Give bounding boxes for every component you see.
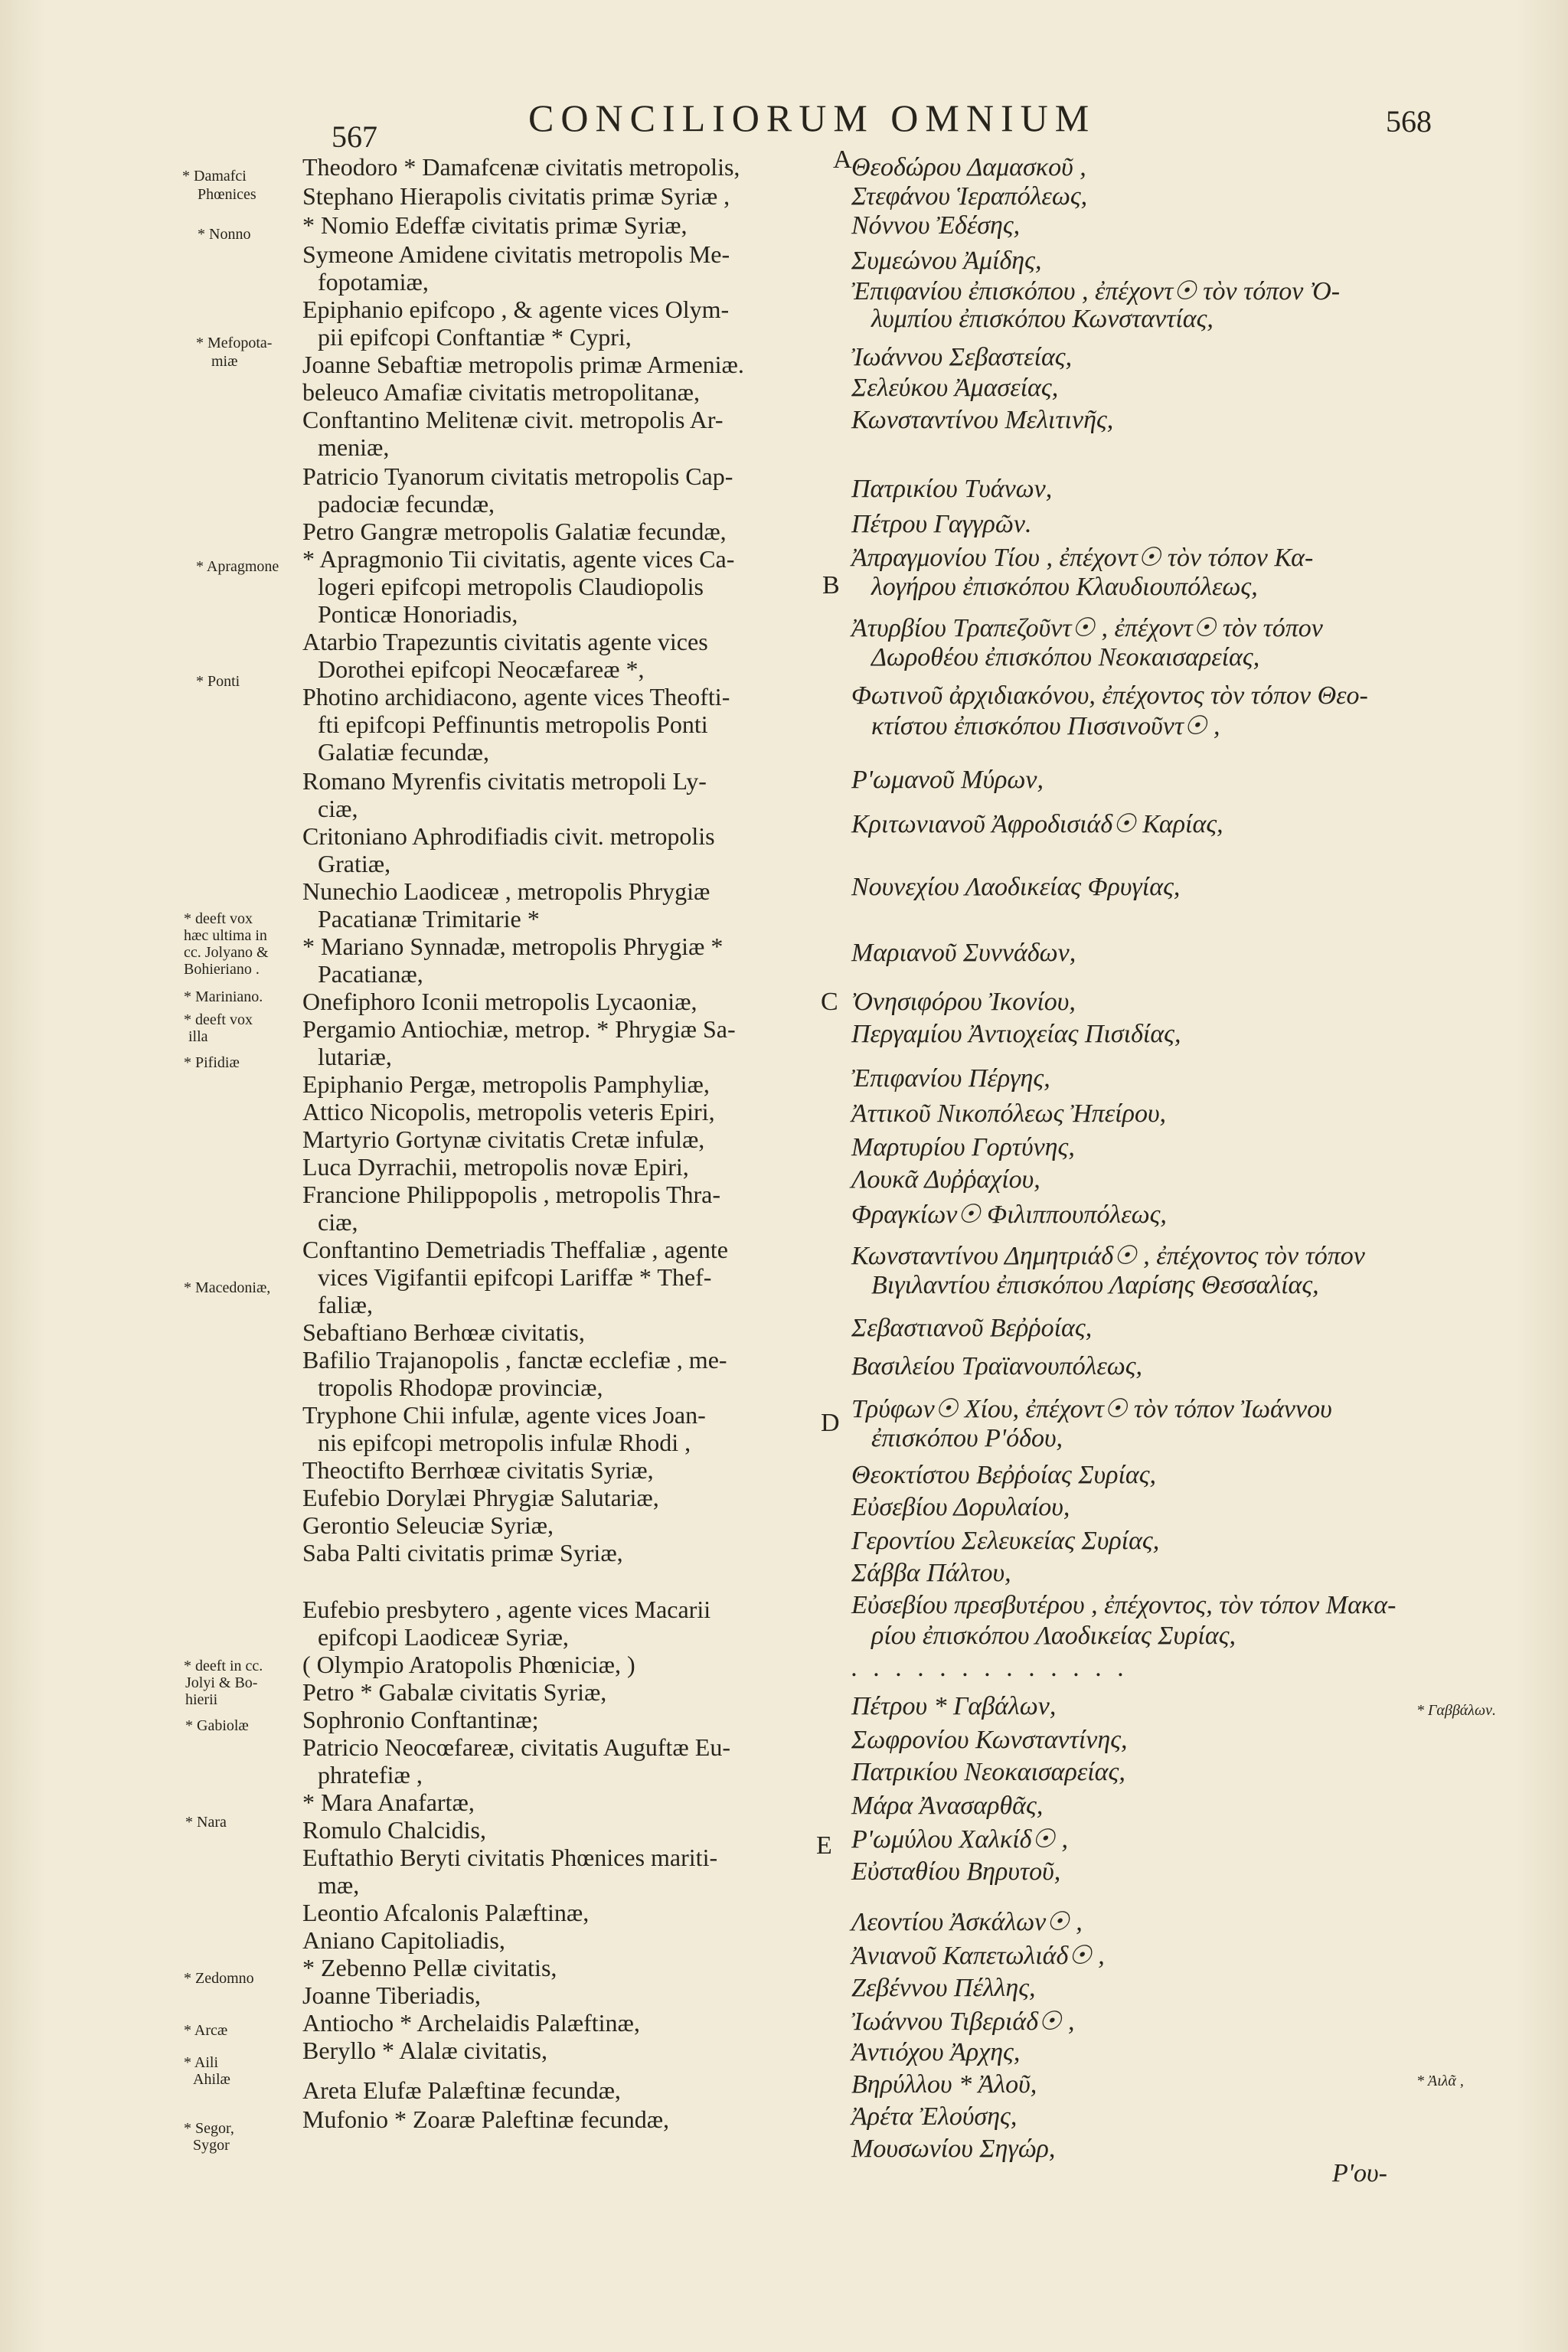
latin-line: faliæ, [318,1291,373,1318]
latin-line: Dorothei epifcopi Neocæfareæ *, [318,655,645,683]
margin-note: * Mefopota- [196,335,273,351]
margin-note: Bohieriano . [184,961,260,978]
latin-line: Attico Nicopolis, metropolis veteris Epiri, [302,1098,715,1125]
latin-line: Romulo Chalcidis, [302,1816,486,1844]
greek-line: ἐπισκόπου Ρ'όδου, [871,1424,1063,1452]
greek-line: Σάββα Πάλτου, [851,1559,1011,1587]
greek-line: Ἀντιόχου Ἀρχης, [851,2038,1021,2066]
right-page-number: 568 [1386,104,1432,139]
latin-line: Beryllo * Alalæ civitatis, [302,2037,547,2064]
latin-line: beleuco Amafiæ civitatis metropolitanæ, [302,378,700,406]
latin-line: Martyrio Gortynæ civitatis Cretæ infulæ, [302,1125,705,1153]
section-letter-d: D [821,1409,840,1437]
latin-line: Saba Palti civitatis primæ Syriæ, [302,1539,623,1566]
latin-line: Photino archidiacono, agente vices Theofti- [302,683,730,710]
greek-line: Εὐσταθίου Βηρυτοῦ, [851,1857,1061,1886]
margin-note: illa [188,1028,208,1045]
latin-line: Sophronio Conftantinæ; [302,1706,539,1733]
greek-line: Μουσωνίου Σηγώρ, [851,2135,1056,2163]
latin-line: Patricio Tyanorum civitatis metropolis Cap- [302,462,733,490]
latin-line: Gerontio Seleuciæ Syriæ, [302,1511,554,1539]
latin-line: pii epifcopi Conftantiæ * Cypri, [318,323,632,351]
latin-line: Joanne Sebaftiæ metropolis primæ Armeniæ. [302,351,744,378]
latin-line: * Zebenno Pellæ civitatis, [302,1954,557,1981]
running-title: CONCILIORUM OMNIUM [528,96,1096,139]
greek-line: Ζεβέννου Πέλλης, [851,1974,1036,2002]
greek-line: λογήρου ἐπισκόπου Κλαυδιουπόλεως, [871,573,1258,601]
greek-line: Εὐσεβίου πρεσβυτέρου , ἐπέχοντος, τὸν τόπον Μακα- [851,1591,1396,1619]
margin-note: * Zedomno [184,1970,254,1987]
latin-line: Areta Elufæ Palæftinæ fecundæ, [302,2076,621,2104]
greek-line: Λουκᾶ Δυῤῥαχίου, [851,1165,1040,1194]
margin-note: * Nonno [198,226,251,243]
greek-line: Κωνσταντίνου Δημητριάδ☉ , ἐπέχοντος τὸν τόπον [851,1242,1365,1270]
greek-line: Δωροθέου ἐπισκόπου Νεοκαισαρείας, [871,643,1260,671]
margin-note: hæc ultima in [184,927,267,944]
latin-line: Symeone Amidene civitatis metropolis Me- [302,240,730,268]
margin-note: * Damafci [182,168,247,185]
latin-line: Mufonio * Zoaræ Paleftinæ fecundæ, [302,2105,670,2133]
latin-line: Eufebio Dorylæi Phrygiæ Salutariæ, [302,1484,659,1511]
greek-line: Κριτωνιανοῦ Ἀφροδισιάδ☉ Καρίας, [851,810,1223,838]
margin-note: cc. Jolyano & [184,944,269,961]
margin-note: * Segor, [184,2120,234,2137]
latin-line: Leontio Afcalonis Palæftinæ, [302,1899,590,1926]
latin-line: ( Olympio Aratopolis Phœniciæ, ) [302,1651,635,1678]
latin-line: Theodoro * Damafcenæ civitatis metropolis, [302,153,740,181]
greek-line: Πέτρου Γαγγρῶν. [851,510,1032,538]
margin-note: hierii [185,1691,218,1708]
section-letter-e: E [816,1831,832,1860]
greek-line: Βηρύλλου * Ἀλοῦ, [851,2070,1037,2099]
latin-line: Luca Dyrrachii, metropolis novæ Epiri, [302,1153,689,1181]
latin-line: epifcopi Laodiceæ Syriæ, [318,1623,569,1651]
margin-note: * Macedoniæ, [184,1279,271,1296]
latin-line: Epiphanio epifcopo , & agente vices Olym- [302,296,730,323]
latin-line: phratefiæ , [318,1761,423,1788]
latin-line: meniæ, [318,433,390,461]
greek-line: Θεοδώρου Δαμασκοῦ , [851,153,1086,181]
margin-note: * Apragmone [196,558,279,575]
margin-note: miæ [211,353,238,370]
section-letter-a: A [833,145,852,174]
latin-line: Nunechio Laodiceæ , metropolis Phrygiæ [302,877,710,905]
greek-line: Ἀρέτα Ἐλούσης, [851,2102,1018,2131]
latin-line: mæ, [318,1871,360,1899]
latin-line: * Apragmonio Tii civitatis, agente vices Ca- [302,545,735,573]
latin-line: Pacatianæ, [318,960,423,988]
latin-line: * Mariano Synnadæ, metropolis Phrygiæ * [302,933,724,960]
greek-line: Ἀνιανοῦ Καπετωλιάδ☉ , [851,1942,1105,1970]
greek-line: Πέτρου * Γαβάλων, [851,1692,1057,1720]
greek-line: Φωτινοῦ ἀρχιδιακόνου, ἐπέχοντος τὸν τόπον Θεο- [851,681,1368,710]
greek-line: Βιγιλαντίου ἐπισκόπου Λαρίσης Θεσσαλίας, [871,1271,1319,1299]
latin-line: Petro Gangræ metropolis Galatiæ fecundæ, [302,518,727,545]
latin-line: Pacatianæ Trimitarie * [318,905,540,933]
section-letter-c: C [821,988,838,1016]
latin-line: Gratiæ, [318,850,391,877]
latin-line: Stephano Hierapolis civitatis primæ Syriæ , [302,182,730,210]
greek-line: Κωνσταντίνου Μελιτινῆς, [851,406,1114,434]
section-letter-b: B [822,571,840,599]
catchword: Ρ'ου- [1332,2159,1387,2187]
greek-line: Σελεύκου Ἀμασείας, [851,374,1059,402]
greek-line: Ἰωάννου Τιβεριάδ☉ , [851,2007,1075,2036]
margin-note: Jolyi & Bo- [185,1674,258,1691]
latin-line: Ponticæ Honoriadis, [318,600,518,628]
greek-line: Βασιλείου Τραϊανουπόλεως, [851,1352,1143,1380]
greek-ellipsis-line: . . . . . . . . . . . . . [851,1654,1129,1682]
latin-line: logeri epifcopi metropolis Claudiopolis [318,573,704,600]
margin-note: * deeft vox [184,910,253,927]
margin-note: Sygor [193,2137,230,2154]
latin-line: Bafilio Trajanopolis , fanctæ ecclefiæ , me- [302,1346,727,1374]
margin-note: * Pifidiæ [184,1054,240,1071]
greek-line: Ρ'ωμανοῦ Μύρων, [851,766,1044,794]
margin-note: * Arcæ [184,2022,228,2039]
latin-line: Sebaftiano Berhœæ civitatis, [302,1318,585,1346]
greek-line: Συμεώνου Ἀμίδης, [851,247,1042,275]
latin-line: ciæ, [318,1208,358,1236]
margin-note: * deeft in cc. [184,1658,263,1674]
latin-line: nis epifcopi metropolis infulæ Rhodi , [318,1429,691,1456]
greek-line: Τρύφων☉ Χίου, ἐπέχοντ☉ τὸν τόπον Ἰωάννου [851,1395,1332,1423]
latin-line: lutariæ, [318,1043,392,1070]
latin-line: Eufebio presbytero , agente vices Macarii [302,1596,711,1623]
latin-line: Epiphanio Pergæ, metropolis Pamphyliæ, [302,1070,710,1098]
greek-line: Μαριανοῦ Συννάδων, [851,939,1076,967]
greek-line: Ἐπιφανίου Πέργης, [851,1064,1050,1093]
latin-line: Patricio Neocœfareæ, civitatis Auguftæ Eu- [302,1733,730,1761]
latin-line: Conftantino Melitenæ civit. metropolis Ar- [302,406,724,433]
greek-line: λυμπίου ἐπισκόπου Κωνσταντίας, [871,305,1214,333]
greek-line: Σεβαστιανοῦ Βεῤῥοίας, [851,1314,1093,1342]
greek-line: Ἀπραγμονίου Τίου , ἐπέχοντ☉ τὸν τόπον Κα- [851,544,1314,572]
greek-line: Εὐσεβίου Δορυλαίου, [851,1493,1070,1521]
left-page-number: 567 [332,119,377,154]
margin-note: Ahilæ [193,2071,230,2088]
margin-note: * Gabiolæ [185,1717,249,1734]
latin-line: Petro * Gabalæ civitatis Syriæ, [302,1678,607,1706]
greek-line: Μαρτυρίου Γορτύνης, [851,1133,1075,1161]
margin-note: * Ἀιλᾶ , [1416,2073,1464,2089]
latin-line: * Nomio Edeffæ civitatis primæ Syriæ, [302,211,688,239]
greek-line: Νόννου Ἐδέσης, [851,211,1021,240]
greek-line: Ἐπιφανίου ἐπισκόπου , ἐπέχοντ☉ τὸν τόπον Ὀ- [851,277,1341,305]
latin-line: tropolis Rhodopæ provinciæ, [318,1374,603,1401]
margin-note: * Ponti [196,673,240,690]
greek-line: Σωφρονίου Κωνσταντίνης, [851,1726,1128,1754]
greek-line: Στεφάνου Ἱεραπόλεως, [851,182,1088,211]
latin-line: Euftathio Beryti civitatis Phœnices mariti- [302,1844,718,1871]
latin-line: ciæ, [318,795,358,822]
latin-line: Tryphone Chii infulæ, agente vices Joan- [302,1401,706,1429]
greek-line: Φραγκίων☉ Φιλιππουπόλεως, [851,1200,1167,1229]
margin-note: * Nara [185,1814,227,1831]
latin-line: Pergamio Antiochiæ, metrop. * Phrygiæ Sa- [302,1015,736,1043]
page-header [0,96,1568,154]
margin-note: * Γαββάλων. [1416,1702,1496,1719]
greek-line: ρίου ἐπισκόπου Λαοδικείας Συρίας, [871,1622,1236,1650]
margin-note: Phœnices [198,186,256,203]
margin-note: * Mariniano. [184,988,263,1005]
latin-line: Onefiphoro Iconii metropolis Lycaoniæ, [302,988,697,1015]
latin-line: padociæ fecundæ, [318,490,495,518]
latin-line: Theoctifto Berrhœæ civitatis Syriæ, [302,1456,654,1484]
latin-line: vices Vigifantii epifcopi Lariffæ * Thef- [318,1263,712,1291]
latin-line: Antiocho * Archelaidis Palæftinæ, [302,2009,640,2037]
latin-line: Aniano Capitoliadis, [302,1926,505,1954]
greek-line: Πατρικίου Τυάνων, [851,475,1053,503]
latin-line: Francione Philippopolis , metropolis Thra- [302,1181,721,1208]
margin-note: * deeft vox [184,1011,253,1028]
greek-line: Νουνεχίου Λαοδικείας Φρυγίας, [851,873,1181,901]
latin-line: Galatiæ fecundæ, [318,738,489,766]
greek-line: Μάρα Ἀνασαρθᾶς, [851,1792,1044,1820]
greek-line: Ρ'ωμύλου Χαλκίδ☉ , [851,1825,1068,1854]
latin-line: fti epifcopi Peffinuntis metropolis Ponti [318,710,708,738]
greek-line: Περγαμίου Ἀντιοχείας Πισιδίας, [851,1020,1181,1048]
greek-line: Πατρικίου Νεοκαισαρείας, [851,1758,1125,1786]
latin-line: Atarbio Trapezuntis civitatis agente vices [302,628,708,655]
greek-line: Λεοντίου Ἀσκάλων☉ , [851,1908,1083,1936]
latin-line: fopotamiæ, [318,268,429,296]
greek-line: Θεοκτίστου Βεῤῥοίας Συρίας, [851,1461,1157,1489]
greek-line: Ὀνησιφόρου Ἰκονίου, [851,988,1076,1016]
margin-note: * Aili [184,2054,219,2071]
latin-line: Romano Myrenfis civitatis metropoli Ly- [302,767,707,795]
greek-line: Ἀττικοῦ Νικοπόλεως Ἠπείρου, [851,1099,1167,1128]
greek-line: Ἀτυρβίου Τραπεζοῦντ☉ , ἐπέχοντ☉ τὸν τόπον [851,614,1323,642]
greek-line: Ἰωάννου Σεβαστείας, [851,343,1073,371]
greek-line: Γεροντίου Σελευκείας Συρίας, [851,1527,1160,1555]
latin-line: * Mara Anafartæ, [302,1788,475,1816]
greek-line: κτίστου ἐπισκόπου Πισσινοῦντ☉ , [871,712,1220,740]
latin-line: Conftantino Demetriadis Theffaliæ , agente [302,1236,728,1263]
latin-line: Critoniano Aphrodifiadis civit. metropolis [302,822,715,850]
latin-line: Joanne Tiberiadis, [302,1981,481,2009]
